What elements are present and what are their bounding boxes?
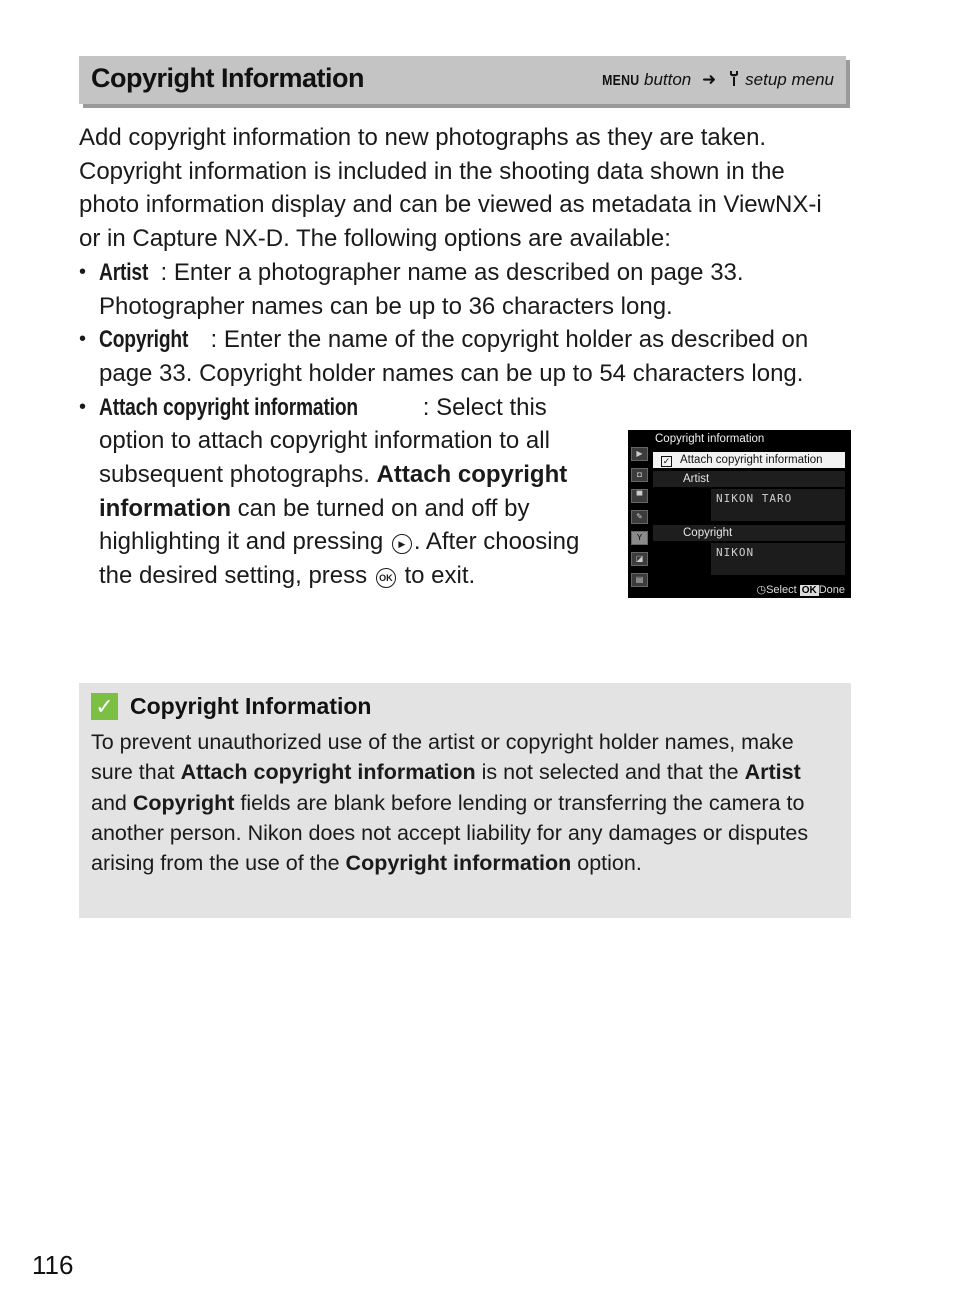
note-body [91,727,839,878]
wrench-icon [729,72,743,89]
camera-footer [756,583,845,596]
select-icon: ◷ [756,584,767,596]
setup-menu-text: setup menu [745,70,834,89]
camera-screen [628,430,851,598]
menu-keyword: MENU [602,72,640,89]
note-bold-1: Attach copyright information [180,760,476,785]
pencil-tab-icon: ✎ [631,510,648,524]
note-bold-2: Artist [744,760,801,785]
attach-text-3: . After choosing the desired setting, press [99,528,580,590]
note-text-2: is not selected and that the [475,760,745,785]
note-text-3: and [91,790,133,815]
attach-text-4: to exit. [397,562,476,590]
footer-select-label: Select [766,584,797,596]
playback-tab-icon: ▶ [631,447,648,461]
term-copyright: Copyright [99,326,189,354]
section-header [79,56,846,104]
ok-icon: OK [801,585,817,596]
arrow-icon: ➜ [702,70,717,89]
note-header [91,691,839,721]
page-number: 116 [32,1250,74,1280]
note-bold-4: Copyright information [345,851,572,876]
retouch-tab-icon: ◪ [631,552,648,566]
setup-tab-icon: Y [631,531,648,545]
checkbox-checked-icon: ✓ [662,456,671,466]
check-icon: ✓ [91,693,118,720]
footer-done-label: Done [818,584,845,596]
note-bold-3: Copyright [132,790,235,815]
artist-description: : Enter a photographer name as described on page 33. Photographer names can be up to 36 characters long. [99,258,744,320]
copyright-row: Copyright [653,525,845,541]
multi-selector-right-icon: ▶ [392,534,412,554]
intro-paragraph: Add copyright information to new photographs as they are taken. Copyright information is included in the shooting data shown in the photo information display and can be viewed as metadata in ViewNX-i or in Capture NX-D. The following options are available: [79,124,822,253]
camera-tab-icon: ◘ [631,468,648,482]
copyright-description: : Enter the name of the copyright holder as described on page 33. Copyright holder names can be up to 54 characters long. [99,326,809,387]
artist-row: Artist [653,471,845,487]
attach-copyright-row [653,452,845,468]
term-artist: Artist [99,258,149,286]
list-item-artist [79,256,849,323]
button-text: button [644,70,692,89]
attach-copyright-label: Attach copyright information [680,454,823,466]
note-box [79,683,851,918]
menu-tab-strip [631,440,648,594]
note-text-4: fields are blank before lending or transferring the camera to another person. Nikon does not accept liability for any damages or disputes arising from the use of the [91,790,809,876]
attach-text-1: : Select this option to attach copyright information to all subsequent photographs. [99,393,550,489]
camera-menu-title: Copyright information [655,433,765,445]
mymenu-tab-icon: ▤ [631,573,648,587]
attach-bold: Attach copyright information [99,461,568,522]
menu-path [594,70,834,90]
ok-button-icon: OK [376,568,396,588]
list-item-copyright [79,323,849,390]
note-text-5: option. [571,851,642,876]
artist-value-field: NIKON TARO [711,489,845,521]
note-title: Copyright Information [130,692,372,719]
list-item-attach [79,391,599,593]
term-attach: Attach copyright information [99,393,358,421]
copyright-value-field: NIKON [711,543,845,575]
attach-text-2: can be turned on and off by highlighting it and pressing [99,494,530,556]
section-title: Copyright Information [91,63,364,93]
movie-tab-icon: ▀ [631,489,648,503]
note-text-1: To prevent unauthorized use of the artist or copyright holder names, make sure that [91,730,794,785]
